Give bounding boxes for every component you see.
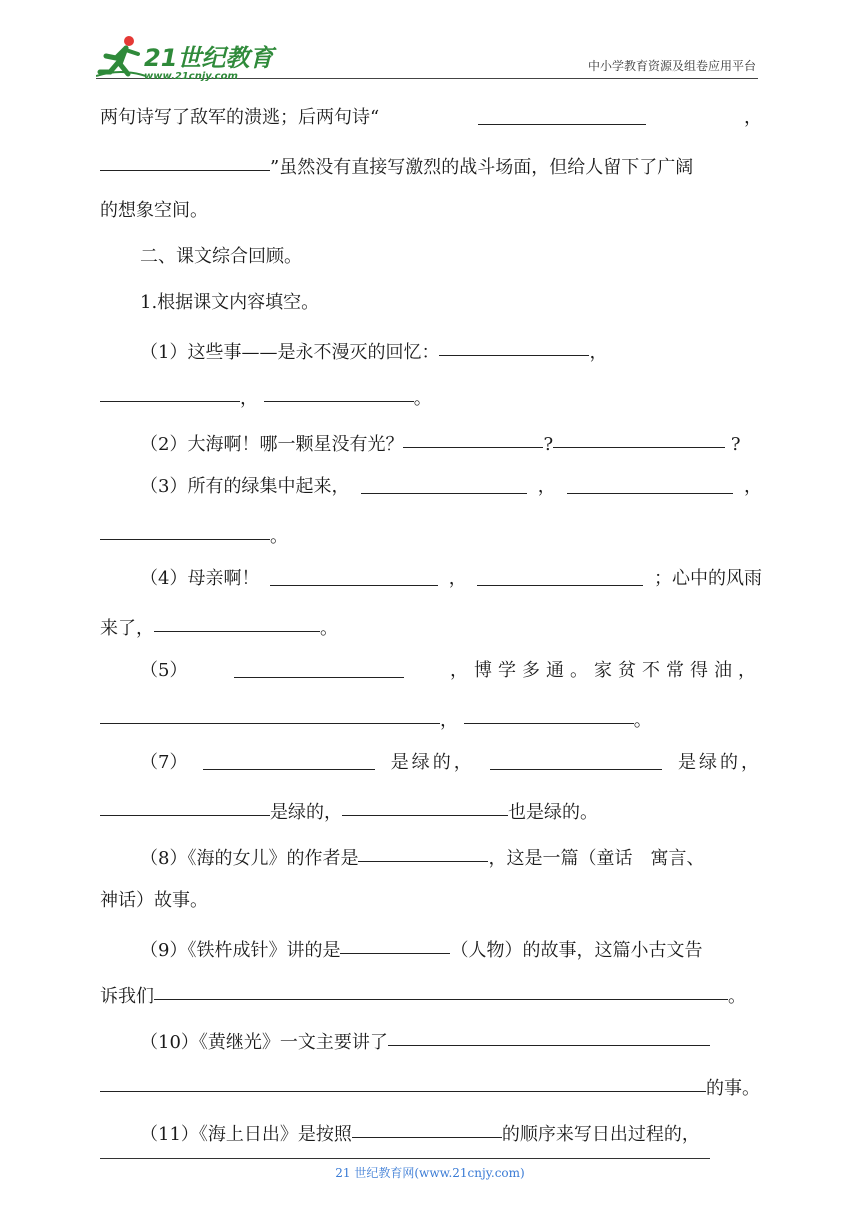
item-4: （4）母亲啊！ ， ；心中的风雨 [100,559,762,599]
item-9-cont: 诉我们 。 [100,973,762,1013]
answer-blank[interactable] [439,329,589,356]
answer-blank[interactable] [478,98,646,125]
answer-blank[interactable] [477,559,643,586]
answer-blank[interactable] [340,927,450,954]
question-heading: 1.根据课文内容填空。 [140,292,320,313]
text-line-2: ”虽然没有直接写激烈的战斗场面，但给人留下了广阔 [100,144,762,184]
answer-blank[interactable] [567,467,733,494]
logo-url: www.21cnjy.com [144,71,238,82]
item-7: （7） 是绿的， 是绿的， [100,743,762,783]
answer-blank[interactable] [100,789,270,816]
text-line-3: 的想象空间。 [100,200,208,221]
answer-blank[interactable] [100,1065,706,1092]
item-4-cont: 来了， 。 [100,605,762,645]
answer-blank[interactable] [388,1019,710,1046]
item-11: （11）《海上日出》是按照 的顺序来写日出过程的， [100,1111,762,1151]
answer-blank[interactable] [264,375,414,402]
answer-blank[interactable] [154,973,728,1000]
logo-text: 21世纪教育 [144,44,274,72]
answer-blank[interactable] [490,743,662,770]
answer-blank[interactable] [361,467,527,494]
answer-blank[interactable] [234,651,404,678]
answer-blank[interactable] [553,421,725,448]
item-5-cont: ， 。 [100,697,762,737]
item-3: （3）所有的绿集中起来， ， ， [100,467,762,507]
item-7-cont: 是绿的， 也是绿的。 [100,789,762,829]
answer-blank[interactable] [352,1111,502,1138]
item-10: （10）《黄继光》一文主要讲了 [100,1019,762,1059]
answer-blank[interactable] [464,697,634,724]
answer-blank[interactable] [100,375,240,402]
platform-name: 中小学教育资源及组卷应用平台 [587,59,756,73]
item-1: （1）这些事——是永不漫灭的回忆： ， [100,329,762,369]
section-heading: 二、课文综合回顾。 [140,246,302,267]
answer-blank[interactable] [100,697,440,724]
item-10-cont: 的事。 [100,1065,762,1105]
answer-blank[interactable] [403,421,543,448]
answer-blank[interactable] [203,743,375,770]
item-9: （9）《铁杵成针》讲的是 （人物）的故事，这篇小古文告 [100,927,762,967]
item-3-cont: 。 [100,513,762,553]
item-2: （2）大海啊！哪一颗星没有光？ ? ? [100,421,762,461]
answer-blank[interactable] [100,513,270,540]
answer-blank[interactable] [270,559,438,586]
text-line-1: 两句诗写了敌军的溃逃；后两句诗“ ， [100,98,762,138]
answer-blank[interactable] [342,789,508,816]
site-logo [96,32,274,82]
answer-blank[interactable] [358,835,488,862]
runner-logo-icon [96,34,146,78]
answer-blank[interactable] [154,605,320,632]
item-1-cont: ， 。 [100,375,762,415]
item-8: （8）《海的女儿》的作者是 ，这是一篇（童话 寓言、 [100,835,762,875]
page-header [96,30,758,82]
item-8-cont: 神话）故事。 [100,890,208,911]
page-footer: 21 世纪教育网(www.21cnjy.com) [335,1166,525,1180]
answer-blank[interactable] [100,144,270,171]
item-5: （5） ，博学多通。家贫不常得油， [100,651,762,691]
footer-divider [100,1158,710,1159]
